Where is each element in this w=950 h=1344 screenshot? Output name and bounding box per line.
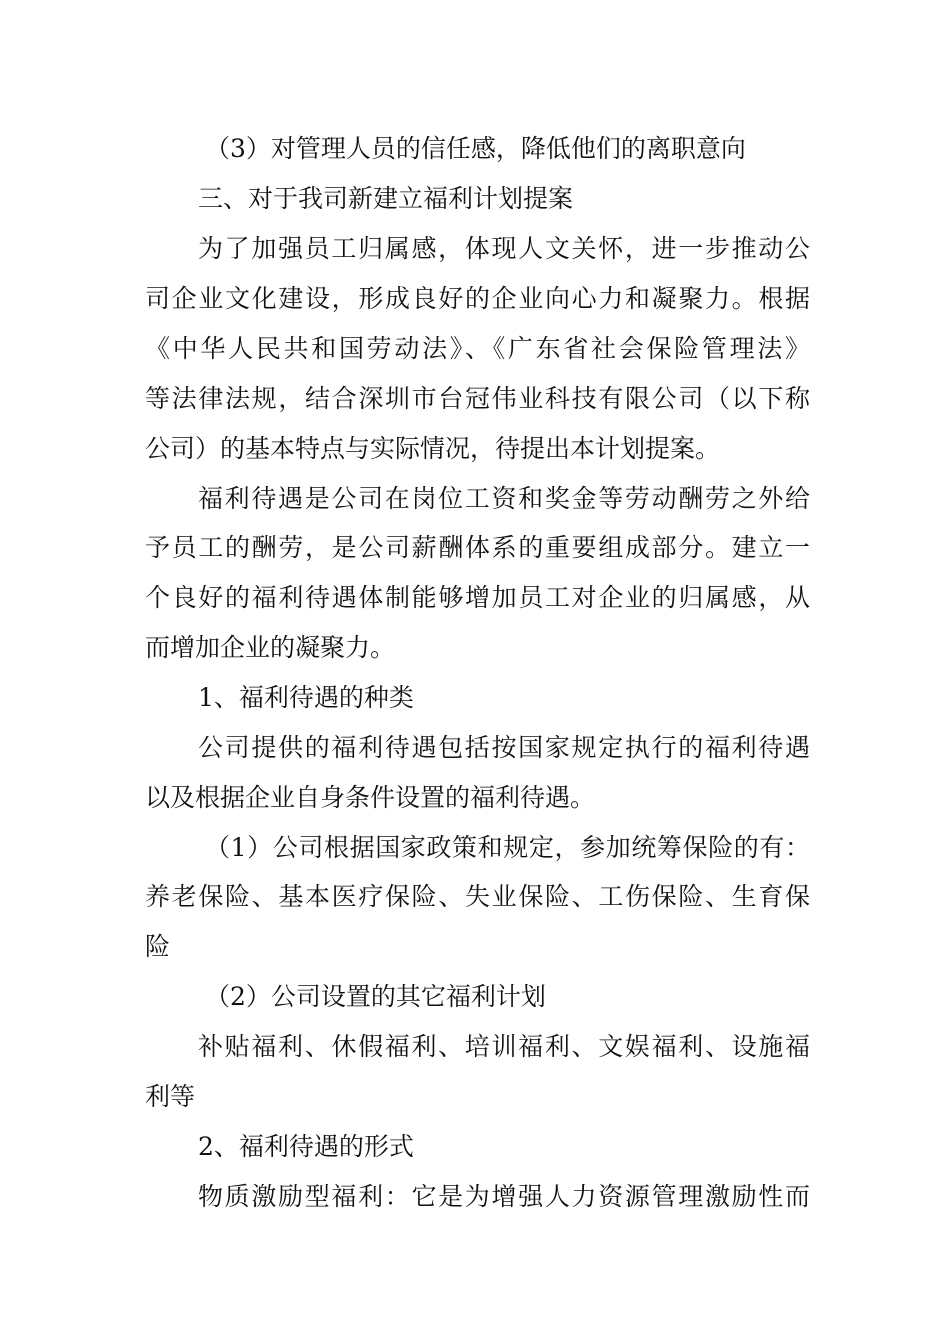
subheading-1: 1、福利待遇的种类 — [198, 683, 414, 712]
paragraph-line: 公司）的基本特点与实际情况，待提出本计划提案。 — [145, 434, 721, 463]
paragraph-line: 为了加强员工归属感，体现人文关怀，进一步推动公 — [198, 234, 810, 263]
paragraph-line: 司企业文化建设，形成良好的企业向心力和凝聚力。根据 — [145, 284, 810, 313]
paragraph-line: 福利待遇是公司在岗位工资和奖金等劳动酬劳之外给 — [198, 484, 810, 513]
subheading-2: 2、福利待遇的形式 — [198, 1132, 414, 1161]
paragraph-line: 而增加企业的凝聚力。 — [145, 633, 396, 662]
paragraph-line: （2）公司设置的其它福利计划 — [205, 982, 546, 1011]
paragraph-line: 以及根据企业自身条件设置的福利待遇。 — [145, 783, 596, 812]
paragraph-line: 险 — [145, 932, 171, 961]
paragraph-line: 予员工的酬劳，是公司薪酬体系的重要组成部分。建立一 — [145, 533, 810, 562]
paragraph-line: 公司提供的福利待遇包括按国家规定执行的福利待遇 — [198, 733, 810, 762]
paragraph-line: 物质激励型福利：它是为增强人力资源管理激励性而 — [198, 1182, 810, 1211]
paragraph-line: 《中华人民共和国劳动法》、《广东省社会保险管理法》 — [145, 334, 810, 363]
paragraph-line: 养老保险、基本医疗保险、失业保险、工伤保险、生育保 — [145, 882, 810, 911]
paragraph-line: 等法律法规，结合深圳市台冠伟业科技有限公司（以下称 — [145, 384, 810, 413]
paragraph-line: （1）公司根据国家政策和规定，参加统筹保险的有： — [205, 833, 810, 862]
section-heading-3: 三、对于我司新建立福利计划提案 — [198, 184, 574, 213]
paragraph-line: 个良好的福利待遇体制能够增加员工对企业的归属感，从 — [145, 583, 810, 612]
paragraph-line: 补贴福利、休假福利、培训福利、文娱福利、设施福 — [198, 1032, 810, 1061]
paragraph-line: 利等 — [145, 1082, 196, 1111]
text-line-1: （3）对管理人员的信任感，降低他们的离职意向 — [205, 134, 746, 163]
